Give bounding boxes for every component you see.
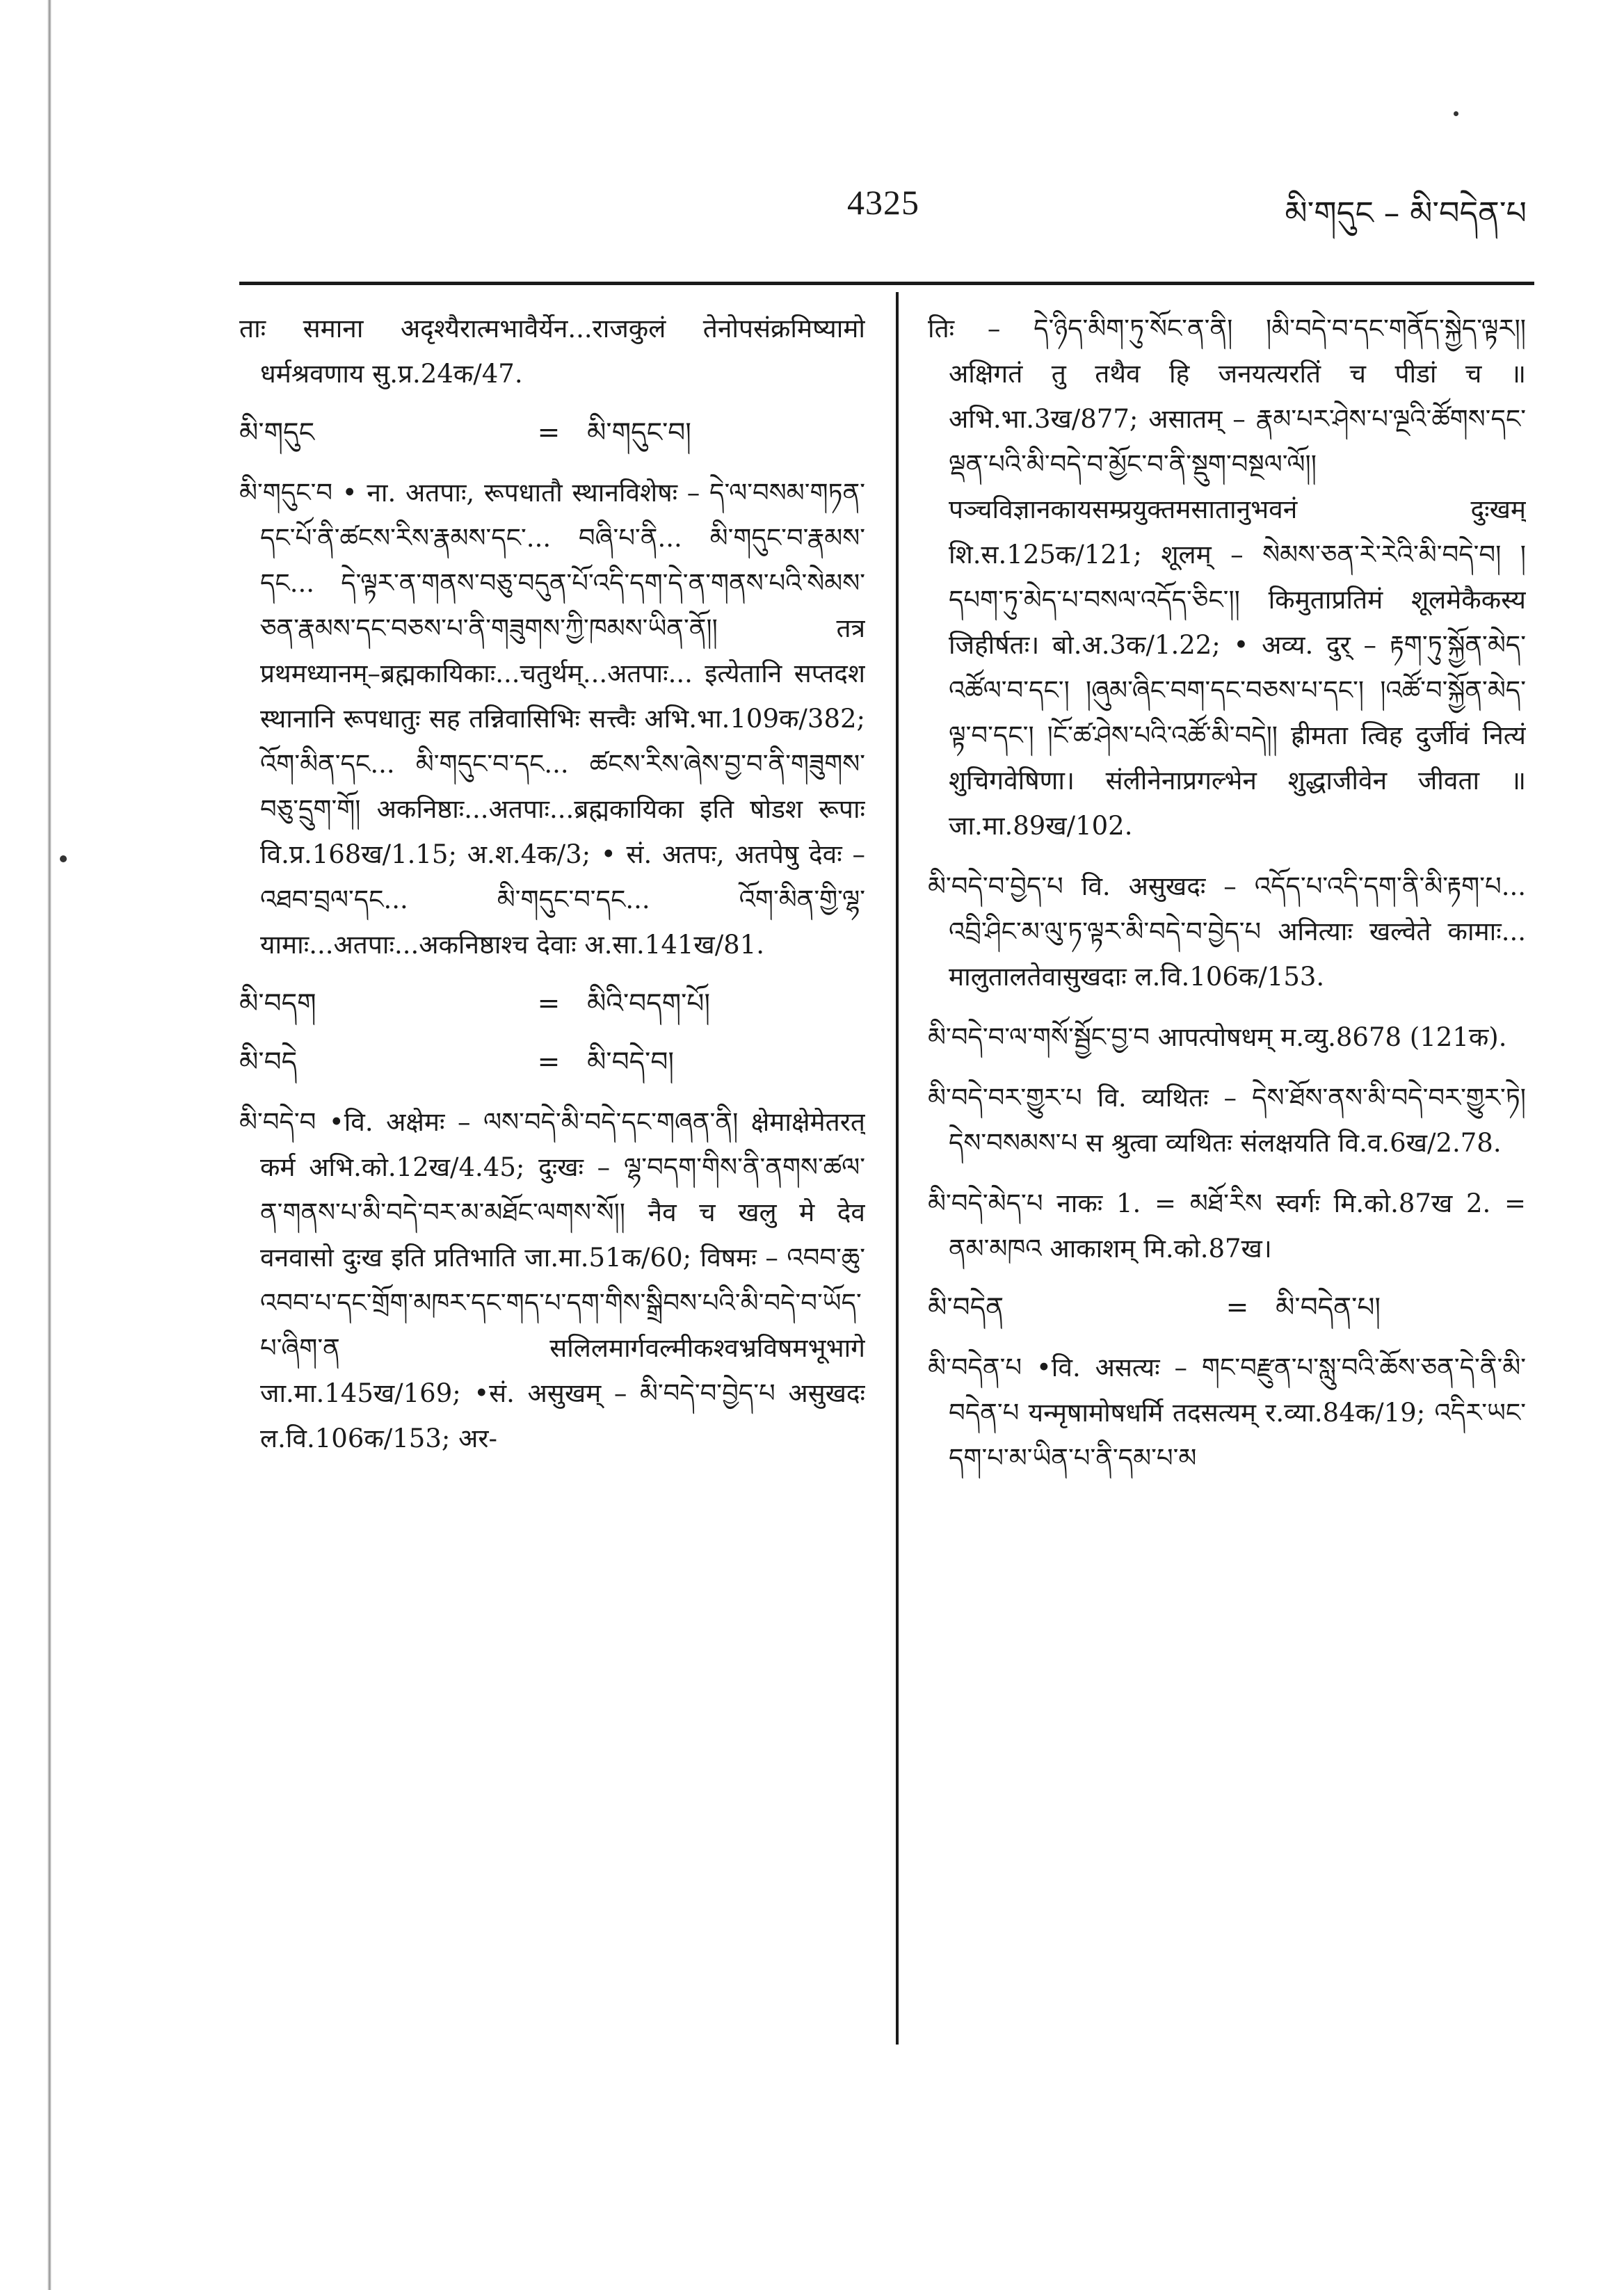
left-column	[239, 306, 865, 2253]
page-number: 4325	[847, 183, 919, 222]
xref-equals: =	[537, 1047, 561, 1078]
scan-edge-shadow	[47, 0, 51, 2290]
dictionary-entry: མི་གདུང་བ • ना. अतपाः, रूपधातौ स्थानविशेषः – དེ་ལ་བསམ་གཏན་དང་པོ་ནི་ཚངས་རིས་རྣམས་དང་... བཞི་པ་ནི... མི་གདུང་བ་རྣམས་དང... དེ་ལྟར་ན་གནས་བཅུ་བདུན་པོ་འདི་དག་དེ་ན་གནས་པའི་སེམས་ཅན་རྣམས་དང་བཅས་པ་ནི་གཟུགས་ཀྱི་ཁམས་ཡིན་ནོ།། तत्र प्रथमध्यानम्–ब्रह्मकायिकाः...चतुर्थम्...अतपाः... इत्येतानि सप्तदश स्थानानि रूपधातुः सह तन्निवासिभिः सत्त्वैः अभि.भा.109क/382; འོག་མིན་དང... མི་གདུང་བ་དང... ཚངས་རིས་ཞེས་བྱ་བ་ནི་གཟུགས་བཅུ་དྲུག་གོ། अकनिष्ठाः...अतपाः...ब्रह्मकायिका इति षोडश रूपाः वि.प्र.168ख/1.15; अ.श.4क/3; • सं. अतपः, अतपेषु देवः – འཐབ་བྲལ་དང... མི་གདུང་བ་དང... འོག་མིན་གྱི་ལྷ་ यामाः...अतपाः...अकनिष्ठाश्च देवाः अ.सा.141ख/81.	[239, 478, 865, 960]
scan-speck	[1454, 111, 1458, 116]
column-divider	[896, 292, 899, 2045]
dictionary-entry: མི་བདེ་བ •वि. अक्षेमः – ལས་བདེ་མི་བདེ་དང་གཞན་ནི། क्षेमाक्षेमेतरत् कर्म अभि.को.12ख/4.45; दुःखः – ལྷ་བདག་གིས་ནི་ནགས་ཚལ་ན་གནས་པ་མི་བདེ་བར་མ་མཐོང་ལགས་སོ།། नैव च खलु मे देव वनवासो दुःख इति प्रतिभाति जा.मा.51क/60; विषमः – འབབ་ཆུ་འབབ་པ་དང་གྲོག་མཁར་དང་གད་པ་དག་གིས་སྒྲིབས་པའི་མི་བདེ་བ་ཡོད་པ་ཞིག་ན सलिलमार्गवल्मीकश्वभ्रविषमभूभागे जा.मा.145ख/169; •सं. असुखम् – མི་བདེ་བ་བྱེད་པ असुखदः ल.वि.106क/153; अर-	[239, 1107, 865, 1453]
dictionary-entry: མི་བདེ་བར་གྱུར་པ वि. व्यथितः – དེས་ཐོས་ནས་མི་བདེ་བར་གྱུར་ཏེ། དེས་བསམས་པ स श्रुत्वा व्यथितः संलक्षयति वि.व.6ख/2.78.	[928, 1083, 1526, 1158]
right-column	[928, 306, 1526, 2253]
xref-equals: =	[537, 417, 561, 449]
running-head: མི་གདུང – མི་བདེན་པ	[1285, 194, 1527, 232]
dictionary-entry: མི་བདེ་བ་ལ་གསོ་སྦྱོང་བྱ་བ आपत्पोषधम् म.व्यु.8678 (121क).	[928, 1022, 1507, 1052]
xref-target: མི་གདུང་བ།	[587, 417, 691, 449]
xref-headword: མི་བདག	[239, 988, 316, 1019]
cross-reference	[239, 983, 865, 1026]
xref-headword: མི་བདེ	[239, 1047, 298, 1078]
xref-target: མིའི་བདག་པོ།	[587, 988, 711, 1019]
cross-reference	[239, 1041, 865, 1084]
dictionary-entry: ताः समाना अदृश्यैरात्मभावैर्येन...राजकुलं तेनोपसंक्रमिष्यामो धर्मश्रवणाय सु.प्र.24क/47.	[239, 314, 865, 389]
xref-headword: མི་བདེན	[928, 1292, 1004, 1323]
cross-reference	[239, 412, 865, 455]
scan-speck	[60, 855, 67, 862]
cross-reference	[928, 1287, 1526, 1330]
xref-target: མི་བདེ་བ།	[587, 1047, 674, 1078]
xref-equals: =	[537, 988, 561, 1019]
xref-equals: =	[1225, 1292, 1249, 1323]
dictionary-entry: तिः – དེ་ཉིད་མིག་ཏུ་སོང་ན་ནི། །མི་བདེ་བ་དང་གནོད་སྐྱེད་ལྟར།། अक्षिगतं तु तथैव हि जनयत्यरतिं च पीडां च ॥ अभि.भा.3ख/877; असातम् – རྣམ་པར་ཤེས་པ་ལྔའི་ཚོགས་དང་ལྡན་པའི་མི་བདེ་བ་མྱོང་བ་ནི་སྡུག་བསྔལ་ལོ།། पञ्चविज्ञानकायसम्प्रयुक्तमसातानुभवनं दुःखम् शि.स.125क/121; शूलम् – སེམས་ཅན་རེ་རེའི་མི་བདེ་བ། །དཔག་ཏུ་མེད་པ་བསལ་འདོད་ཅིང་།། किमुताप्रतिमं शूलमेकैकस्य जिहीर्षतः। बो.अ.3क/1.22; • अव्य. दुर् – རྟག་ཏུ་སྐྱོན་མེད་འཚོལ་བ་དང་། །ཞུམ་ཞིང་བག་དང་བཅས་པ་དང་། །འཚོ་བ་སྐྱོན་མེད་ལྟ་བ་དང་། །ངོ་ཚ་ཤེས་པའི་འཚོ་མི་བདེ།། ह्रीमता त्विह दुर्जीवं नित्यं शुचिगवेषिणा। संलीनेनाप्रगल्भेन शुद्धाजीवेन जीवता ॥ जा.मा.89ख/102.	[928, 314, 1526, 841]
dictionary-entry: མི་བདེ་བ་བྱེད་པ वि. असुखदः – འདོད་པ་འདི་དག་ནི་མི་རྟག་པ... འབྲི་ཤིང་མ་ལུ་ཏ་ལྟར་མི་བདེ་བ་བྱེད་པ अनित्याः खल्वेते कामाः... मालुतालतेवासुखदाः ल.वि.106क/153.	[928, 871, 1526, 992]
dictionary-entry: མི་བདེ་མེད་པ नाकः 1. = མཐོ་རིས स्वर्गः मि.को.87ख 2. = ནམ་མཁའ आकाशम् मि.को.87ख।	[928, 1188, 1526, 1264]
dictionary-entry: མི་བདེན་པ •वि. असत्यः – གང་བརྫུན་པ་སླུ་བའི་ཆོས་ཅན་དེ་ནི་མི་བདེན་པ यन्मृषामोषधर्मि तदसत्यम् र.व्या.84क/19; འདིར་ཡང་དག་པ་མ་ཡིན་པ་ནི་དམ་པ་མ	[928, 1353, 1526, 1473]
xref-headword: མི་གདུང	[239, 417, 315, 449]
header-rule	[239, 282, 1534, 285]
xref-target: མི་བདེན་པ།	[1276, 1292, 1381, 1323]
